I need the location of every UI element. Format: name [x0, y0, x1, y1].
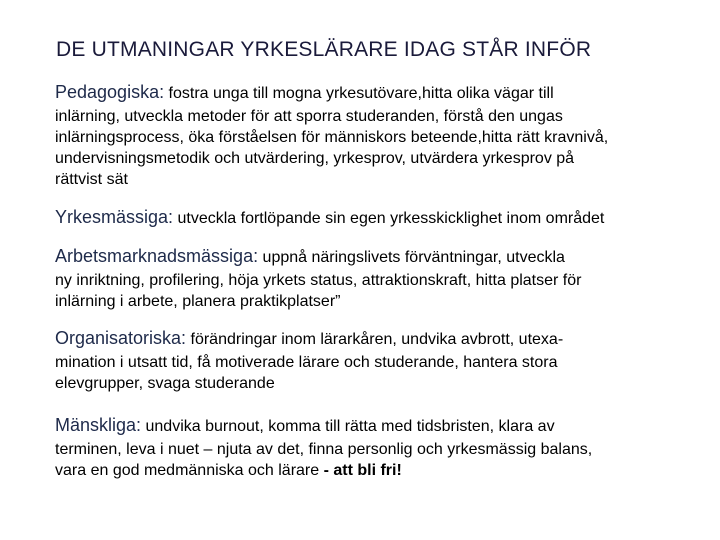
section-text: elevgrupper, svaga studerande: [55, 375, 275, 392]
section-text: ny inriktning, profilering, höja yrkets status, attraktionskraft, hitta platser för: [55, 272, 582, 289]
section-heading: Organisatoriska:: [55, 328, 187, 348]
section-text: utveckla fortlöpande sin egen yrkesskicklighet inom området: [173, 210, 605, 227]
section-first-line: [55, 326, 675, 352]
section-first-line: [55, 205, 675, 231]
section-first-line: [55, 413, 675, 439]
section-text: terminen, leva i nuet – njuta av det, finna personlig och yrkesmässig balans,: [55, 441, 593, 458]
section-first-line: [55, 80, 675, 106]
section-text: förändringar inom lärarkåren, undvika avbrott, utexa-: [186, 331, 564, 348]
section-organisatoriska: [55, 326, 675, 394]
section-manskliga: [55, 413, 675, 481]
section-arbetsmarknadsmassiga: [55, 244, 675, 312]
section-text: rättvist sät: [55, 171, 128, 188]
section-text: vara en god medmänniska och lärare: [55, 462, 324, 479]
section-last-line: [55, 460, 675, 481]
emphasis-text: - att bli fri!: [323, 462, 402, 479]
section-heading: Yrkesmässiga:: [55, 207, 174, 227]
section-pedagogiska: [55, 80, 675, 190]
section-text: uppnå näringslivets förväntningar, utveckla: [258, 249, 565, 266]
section-text: undvika burnout, komma till rätta med tidsbristen, klara av: [141, 418, 555, 435]
section-text: inlärning, utveckla metoder för att sporra studeranden, förstå den ungas: [55, 108, 563, 125]
section-heading: Mänskliga:: [55, 415, 142, 435]
section-heading: Arbetsmarknadsmässiga:: [55, 246, 259, 266]
section-heading: Pedagogiska:: [55, 82, 165, 102]
section-text: fostra unga till mogna yrkesutövare,hitta olika vägar till: [164, 85, 554, 102]
section-first-line: [55, 244, 675, 270]
section-text: inlärningsprocess, öka förståelsen för människors beteende,hitta rätt kravnivå,: [55, 129, 609, 146]
section-text: undervisningsmetodik och utvärdering, yrkesprov, utvärdera yrkesprov på: [55, 150, 575, 167]
section-text: mination i utsatt tid, få motiverade lärare och studerande, hantera stora: [55, 354, 558, 371]
slide-title: DE UTMANINGAR YRKESLÄRARE IDAG STÅR INFÖR: [56, 38, 592, 61]
section-yrkesmassiga: [55, 205, 675, 231]
section-text: inlärning i arbete, planera praktikplatser”: [55, 293, 341, 310]
